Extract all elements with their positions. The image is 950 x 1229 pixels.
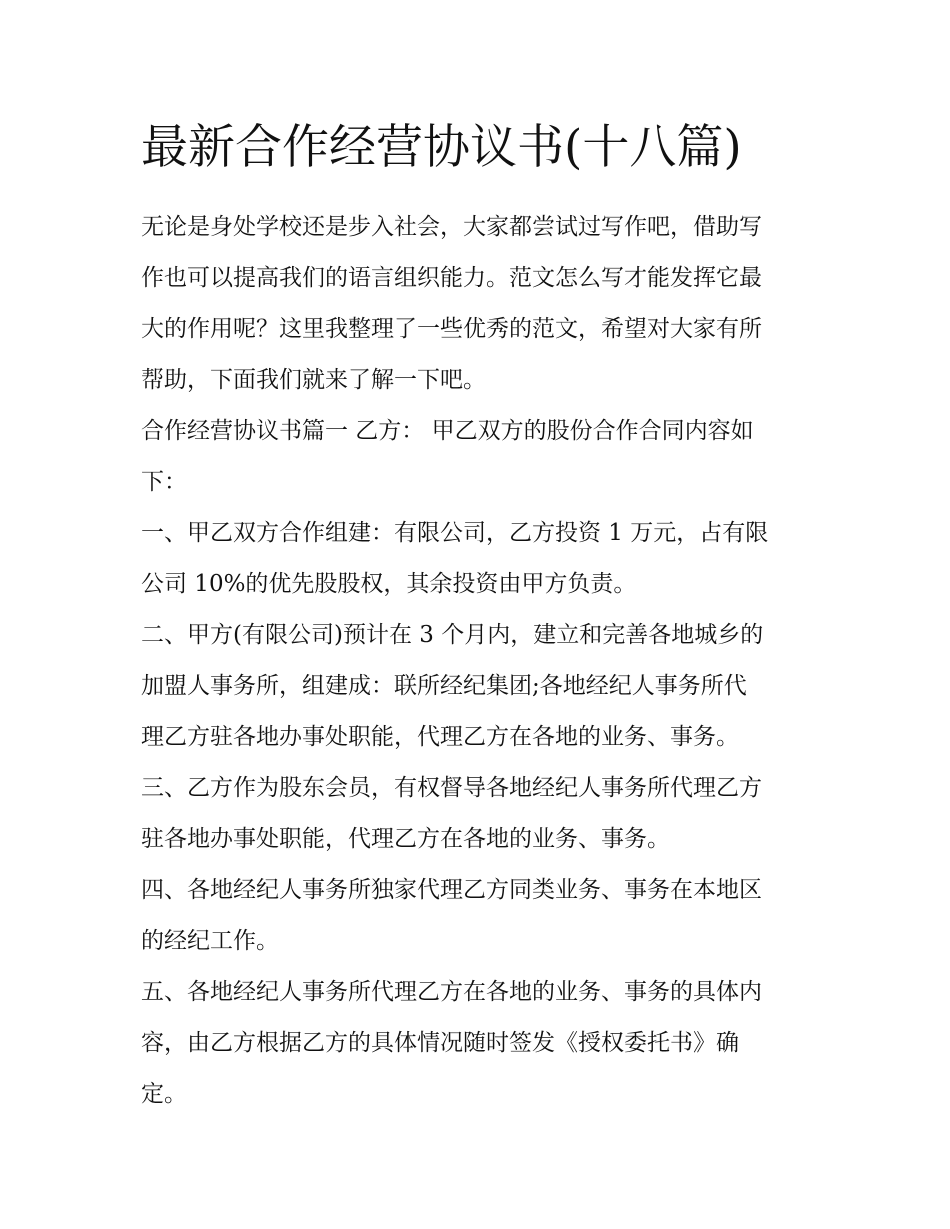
document-body xyxy=(141,112,816,1120)
text-line: 定。 xyxy=(141,1081,187,1107)
text-line: 帮助，下面我们就来了解一下吧。 xyxy=(141,367,486,393)
text-line: 理乙方驻各地办事处职能，代理乙方在各地的业务、事务。 xyxy=(141,724,739,750)
text-line: 四、各地经纪人事务所独家代理乙方同类业务、事务在本地区 xyxy=(141,877,762,903)
document-text xyxy=(141,202,816,1120)
text-line: 无论是身处学校还是步入社会，大家都尝试过写作吧，借助写 xyxy=(141,214,762,240)
text-line: 公司 10%的优先股股权，其余投资由甲方负责。 xyxy=(141,571,637,597)
text-line: 二、甲方(有限公司)预计在 3 个月内，建立和完善各地城乡的 xyxy=(141,622,764,648)
text-line: 三、乙方作为股东会员，有权督导各地经纪人事务所代理乙方 xyxy=(141,775,762,801)
text-line: 合作经营协议书篇一 乙方： 甲乙双方的股份合作合同内容如 xyxy=(141,418,754,444)
text-line: 一、甲乙双方合作组建：有限公司，乙方投资 1 万元，占有限 xyxy=(141,520,769,546)
text-line: 加盟人事务所，组建成：联所经纪集团;各地经纪人事务所代 xyxy=(141,673,747,699)
document-title: 最新合作经营协议书(十八篇) xyxy=(141,120,742,175)
text-line: 驻各地办事处职能，代理乙方在各地的业务、事务。 xyxy=(141,826,670,852)
text-line: 下： xyxy=(141,469,187,495)
text-line: 大的作用呢？这里我整理了一些优秀的范文，希望对大家有所 xyxy=(141,316,762,342)
text-line: 的经纪工作。 xyxy=(141,928,279,954)
text-line: 容，由乙方根据乙方的具体情况随时签发《授权委托书》确 xyxy=(141,1030,739,1056)
text-line: 五、各地经纪人事务所代理乙方在各地的业务、事务的具体内 xyxy=(141,979,762,1005)
text-line: 作也可以提高我们的语言组织能力。范文怎么写才能发挥它最 xyxy=(141,265,762,291)
